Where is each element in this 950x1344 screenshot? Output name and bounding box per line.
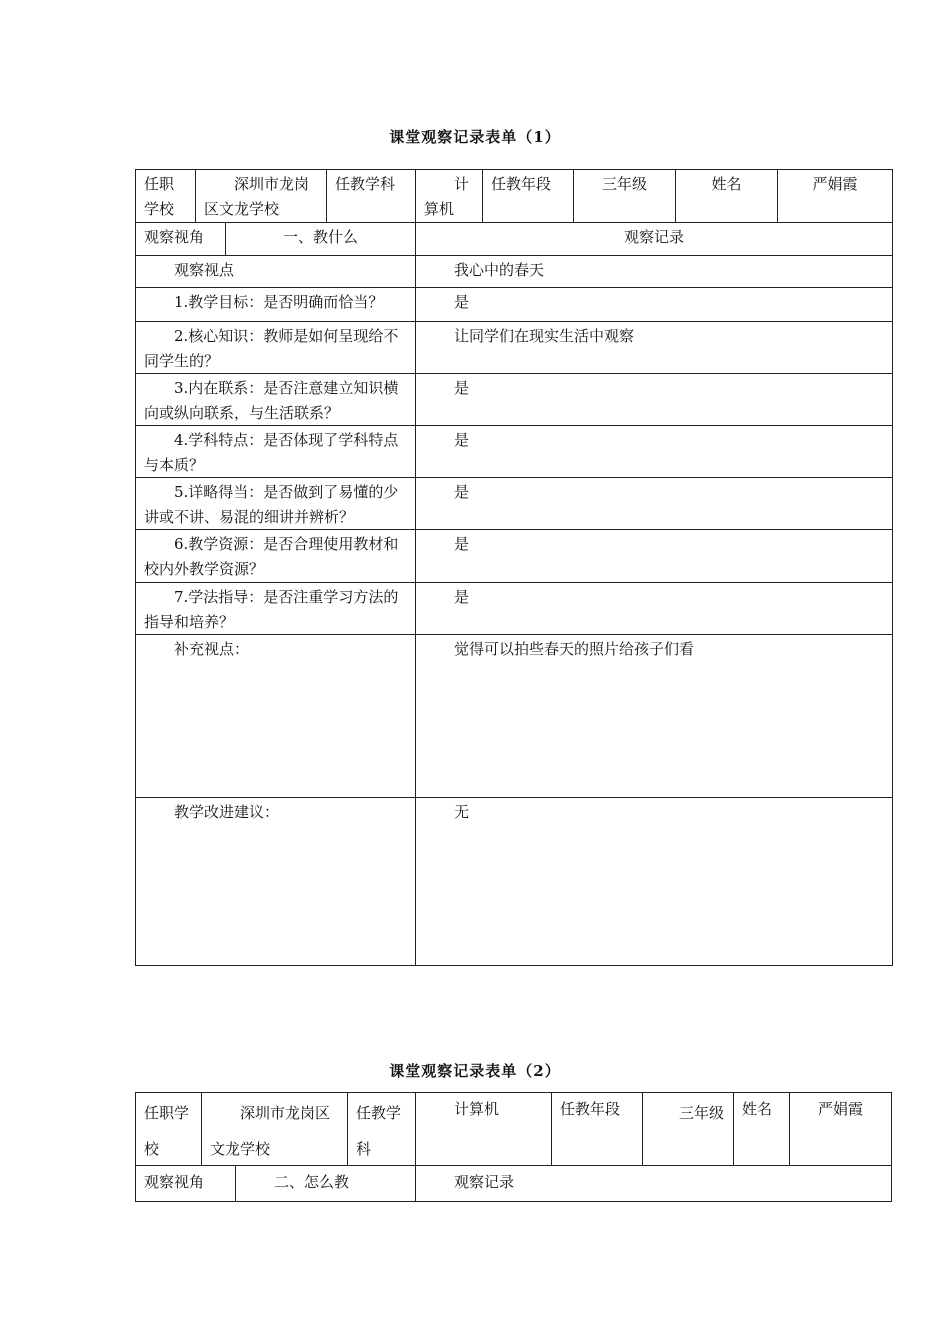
form1-point-7: 7.学法指导：是否注重学习方法的指导和培养？ <box>135 582 416 635</box>
form1-record-label: 观察记录 <box>415 222 893 256</box>
form1-point-6: 6.教学资源：是否合理使用教材和校内外教学资源？ <box>135 529 416 583</box>
form1-school-label: 任职学校 <box>135 169 196 223</box>
form2-perspective-value: 二、怎么教 <box>235 1165 416 1202</box>
form2-record-label: 观察记录 <box>415 1165 892 1202</box>
form1-name-value: 严娟霞 <box>777 169 893 223</box>
form1-point-1: 1.教学目标：是否明确而恰当？ <box>135 287 416 322</box>
form1-record-2: 让同学们在现实生活中观察 <box>415 321 893 374</box>
form2-name-value: 严娟霞 <box>789 1092 892 1166</box>
form1-record-8: 觉得可以拍些春天的照片给孩子们看 <box>415 634 893 798</box>
form2-name-label: 姓名 <box>733 1092 790 1166</box>
form1-record-9: 无 <box>415 797 893 966</box>
form2-school-label-text: 任职学校 <box>144 1104 190 1158</box>
form2-school-label <box>135 1092 202 1166</box>
form2-school-value: 深圳市龙岗区文龙学校 <box>201 1092 348 1166</box>
form1-record-7: 是 <box>415 582 893 635</box>
form1-point-0: 观察视点 <box>135 255 416 288</box>
form1-point-8: 补充视点： <box>135 634 416 798</box>
form1-record-4: 是 <box>415 425 893 478</box>
form1-record-0: 我心中的春天 <box>415 255 893 288</box>
form1-point-9: 教学改进建议： <box>135 797 416 966</box>
form2-grade-value: 三年级 <box>642 1092 734 1166</box>
form2-grade-label: 任教年段 <box>551 1092 643 1166</box>
form1-title: 课堂观察记录表单（1） <box>389 128 561 146</box>
form1-grade-label: 任教年段 <box>482 169 574 223</box>
form2-subject-label: 任教学科 <box>347 1092 416 1166</box>
form1-point-5: 5.详略得当：是否做到了易懂的少讲或不讲、易混的细讲并辨析？ <box>135 477 416 530</box>
form1-name-label: 姓名 <box>675 169 778 223</box>
form1-perspective-value: 一、教什么 <box>225 222 416 256</box>
form1-grade-value: 三年级 <box>573 169 676 223</box>
form1-subject-label: 任教学科 <box>326 169 416 223</box>
form1-record-3: 是 <box>415 373 893 426</box>
form1-record-1: 是 <box>415 287 893 322</box>
form2-title: 课堂观察记录表单（2） <box>389 1062 561 1080</box>
form1-record-6: 是 <box>415 529 893 583</box>
form1-point-3: 3.内在联系：是否注意建立知识横向或纵向联系，与生活联系？ <box>135 373 416 426</box>
form1-perspective-label: 观察视角 <box>135 222 226 256</box>
form2-subject-value: 计算机 <box>415 1092 552 1166</box>
form1-school-value: 深圳市龙岗区文龙学校 <box>195 169 327 223</box>
form1-subject-value: 计算机 <box>415 169 483 223</box>
form2-perspective-label: 观察视角 <box>135 1165 236 1202</box>
form1-record-5: 是 <box>415 477 893 530</box>
form1-point-4: 4.学科特点：是否体现了学科特点与本质？ <box>135 425 416 478</box>
form1-point-2: 2.核心知识：教师是如何呈现给不同学生的？ <box>135 321 416 374</box>
